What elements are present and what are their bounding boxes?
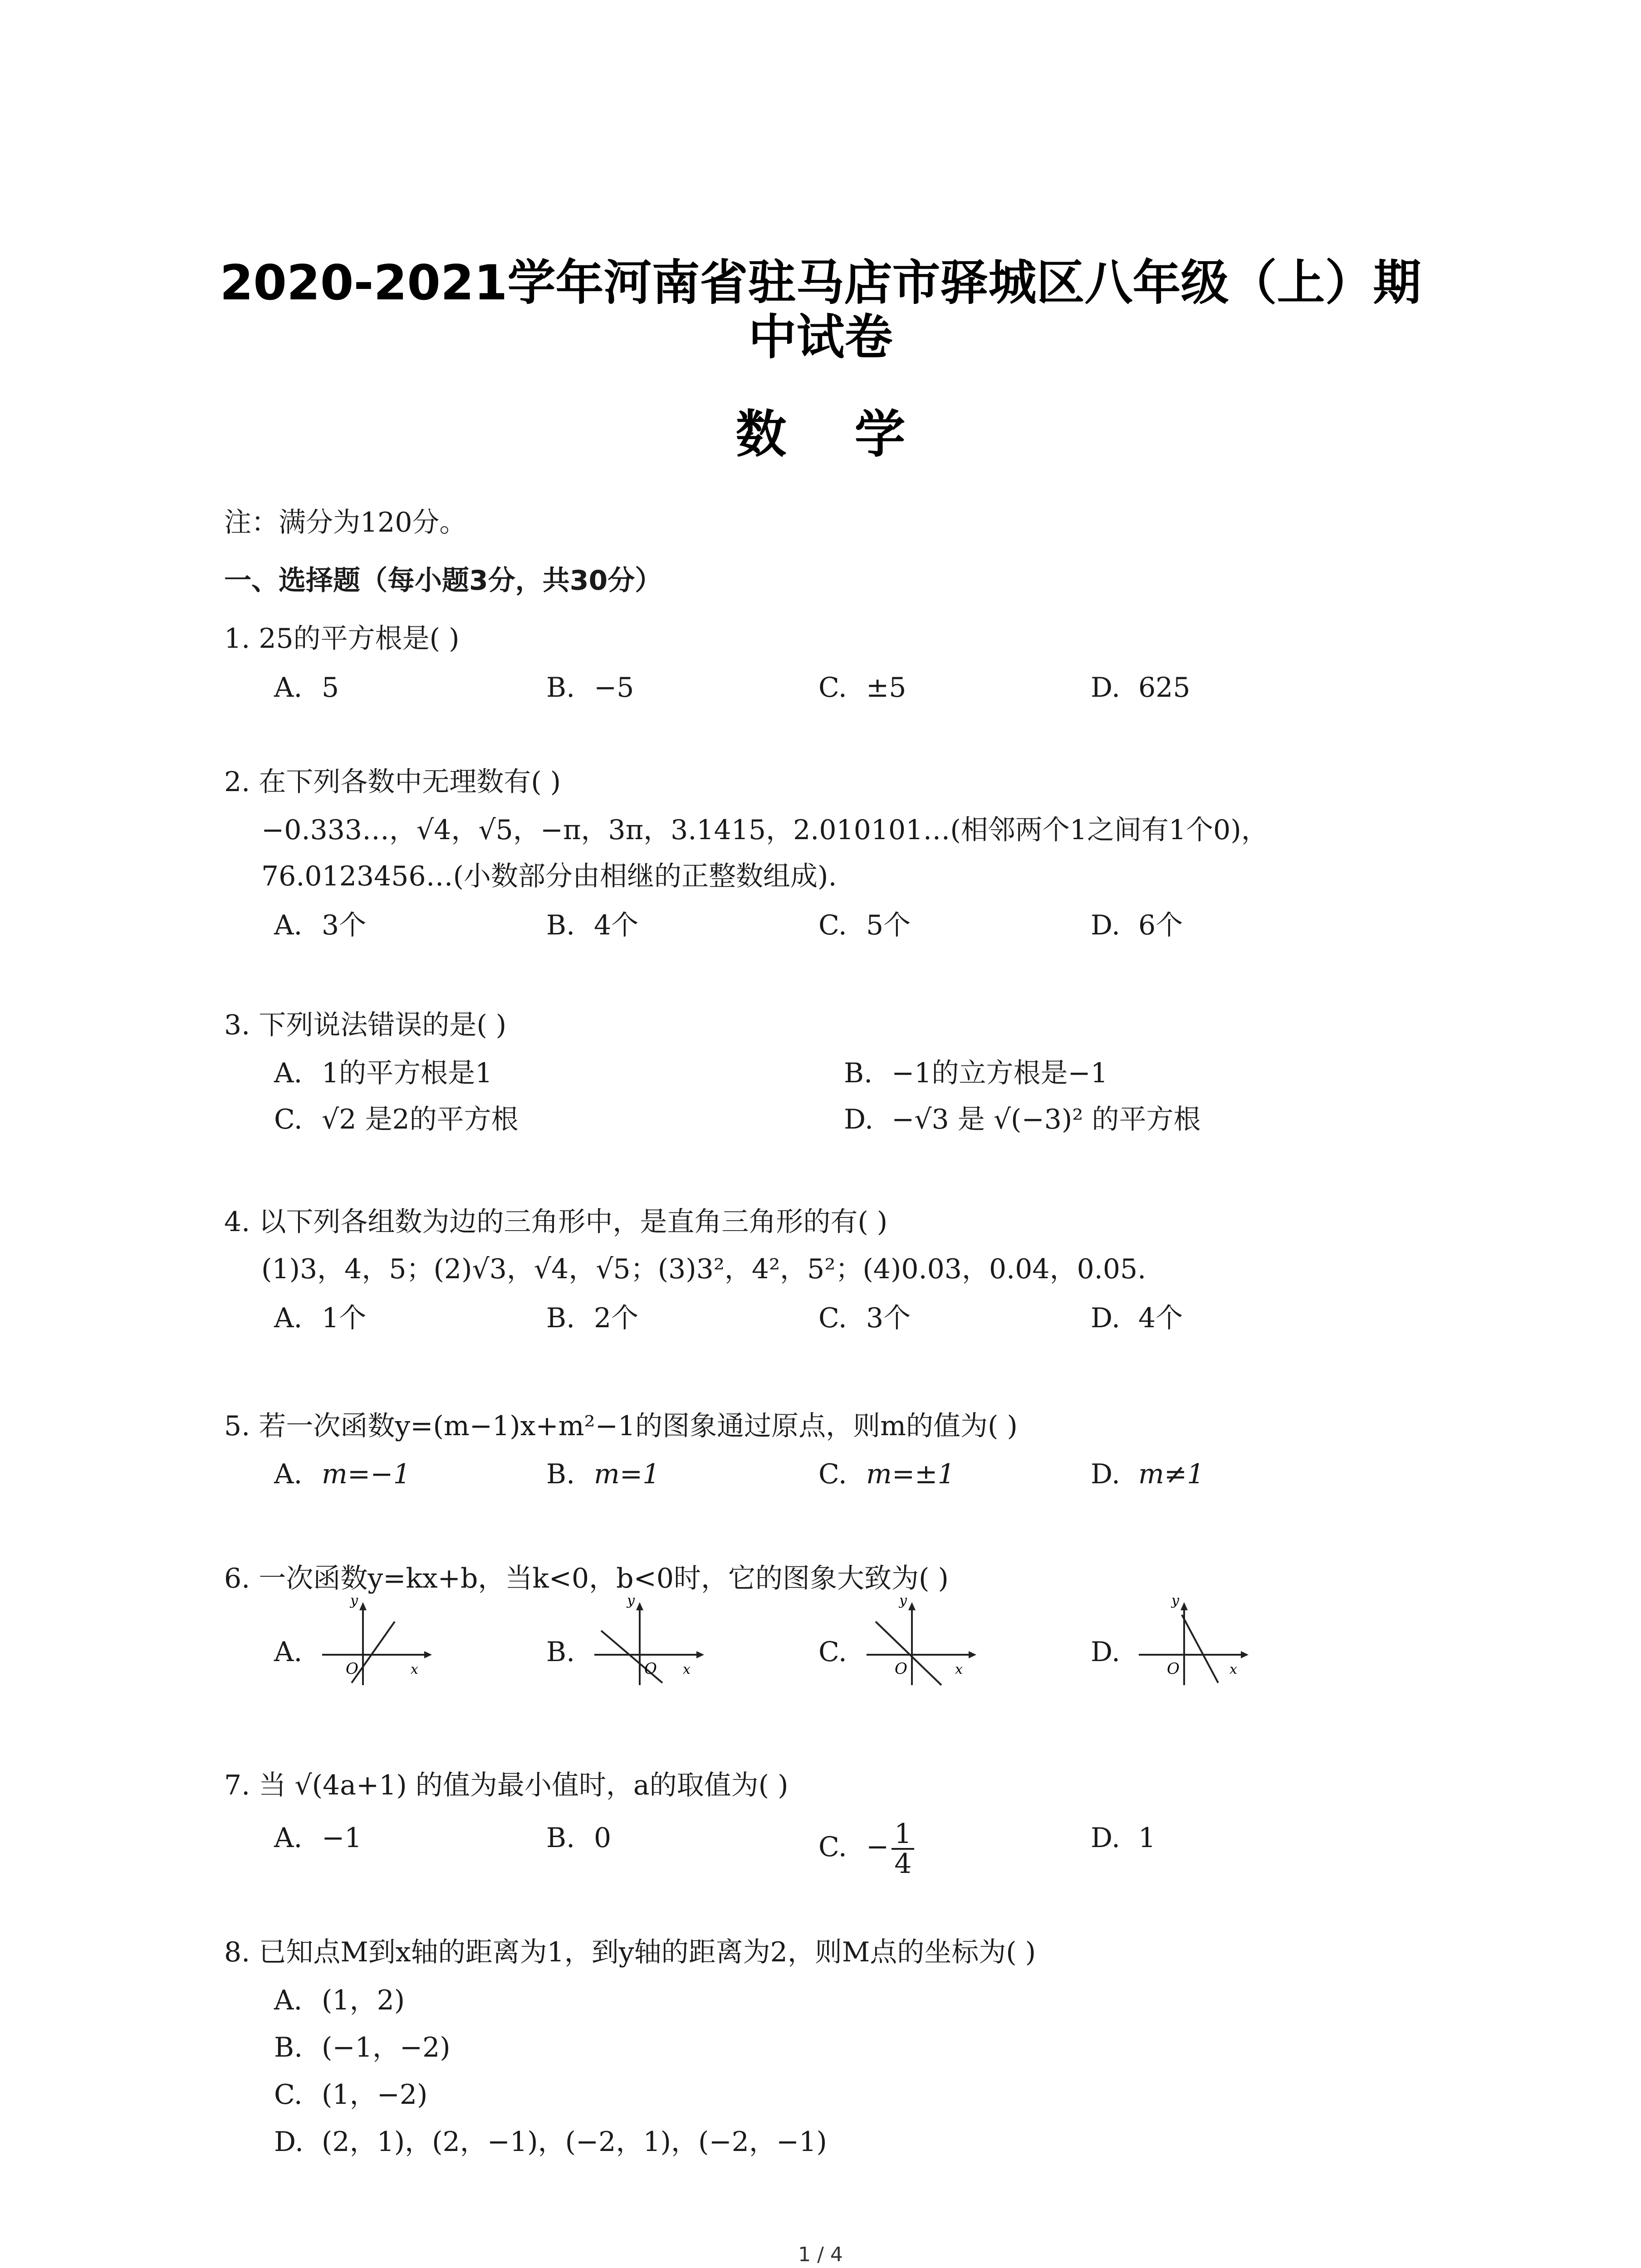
- exam-title-line-1: 2020-2021学年河南省驻马店市驿城区八年级（上）期: [220, 255, 1421, 311]
- question-2-option-b[interactable]: B. 4个: [546, 909, 639, 941]
- question-6-option-c[interactable]: C.: [818, 1636, 847, 1668]
- question-1-option-c[interactable]: C. ±5: [818, 672, 906, 704]
- question-7-option-d[interactable]: D. 1: [1091, 1822, 1156, 1854]
- graph-a-x-axis-label: x: [411, 1662, 418, 1677]
- question-6-graph-a[interactable]: [318, 1597, 436, 1687]
- question-2-stem: 2. 在下列各数中无理数有( ): [224, 766, 561, 798]
- question-8-option-d[interactable]: D. (2，1)，(2，−1)，(−2，1)，(−2，−1): [274, 2126, 827, 2158]
- question-1-option-b[interactable]: B. −5: [546, 672, 634, 704]
- graph-b-x-axis-label: x: [683, 1662, 691, 1677]
- subject-heading: 数学: [735, 405, 974, 464]
- question-5-option-c[interactable]: C. m=±1: [818, 1458, 955, 1490]
- graph-c-y-axis-label: y: [899, 1597, 907, 1608]
- fraction-denominator: 4: [894, 1848, 912, 1880]
- graph-b-y-axis-label: y: [627, 1597, 635, 1608]
- question-4-option-a[interactable]: A. 1个: [274, 1302, 367, 1334]
- exam-title-line-2: 中试卷: [748, 309, 893, 365]
- question-6-stem: 6. 一次函数y=kx+b，当k<0，b<0时，它的图象大致为( ): [224, 1563, 949, 1594]
- question-2-number-list-line-1: −0.333…，√4，√5，−π，3π，3.1415，2.010101…(相邻两个1之间有1个0)，: [261, 814, 1269, 846]
- question-7-option-c-fraction: [892, 1820, 914, 1878]
- question-6-graph-d[interactable]: [1134, 1597, 1252, 1687]
- question-3-option-d[interactable]: D. −√3 是 √(−3)² 的平方根: [844, 1104, 1201, 1135]
- question-2-option-c[interactable]: C. 5个: [818, 909, 911, 941]
- question-8-option-b[interactable]: B. (−1，−2): [274, 2032, 451, 2063]
- question-7-stem: 7. 当 √(4a+1) 的值为最小值时，a的取值为( ): [224, 1769, 789, 1801]
- question-6-graph-b[interactable]: [590, 1597, 708, 1687]
- question-4-option-c[interactable]: C. 3个: [818, 1302, 911, 1334]
- graph-a-y-axis-label: y: [350, 1597, 358, 1608]
- question-3-option-a[interactable]: A. 1的平方根是1: [274, 1057, 493, 1089]
- question-3-option-c[interactable]: C. √2 是2的平方根: [274, 1104, 519, 1135]
- question-7-option-b[interactable]: B. 0: [546, 1822, 612, 1854]
- question-2-number-list-line-2: 76.0123456…(小数部分由相继的正整数组成).: [261, 860, 837, 892]
- graph-b-origin-label: O: [644, 1660, 657, 1678]
- page-number: 1 / 4: [798, 2243, 843, 2266]
- question-6-option-b[interactable]: B.: [546, 1636, 575, 1668]
- question-4-side-groups: (1)3，4，5；(2)√3，√4，√5；(3)3²，4²，5²；(4)0.03，0.04，0.05.: [261, 1253, 1146, 1285]
- question-1-option-d[interactable]: D. 625: [1091, 672, 1190, 704]
- question-5-option-a[interactable]: A. m=−1: [274, 1458, 411, 1490]
- question-8-option-a[interactable]: A. (1，2): [274, 1984, 405, 2016]
- question-5-stem: 5. 若一次函数y=(m−1)x+m²−1的图象通过原点，则m的值为( ): [224, 1410, 1018, 1442]
- graph-c-origin-label: O: [895, 1660, 907, 1678]
- question-2-option-a[interactable]: A. 3个: [274, 909, 367, 941]
- question-7-option-a[interactable]: A. −1: [274, 1822, 362, 1854]
- question-8-stem: 8. 已知点M到x轴的距离为1，到y轴的距离为2，则M点的坐标为( ): [224, 1936, 1036, 1968]
- graph-a-origin-label: O: [346, 1660, 358, 1678]
- question-8-option-c[interactable]: C. (1，−2): [274, 2079, 428, 2111]
- section-heading-multiple-choice: 一、选择题（每小题3分，共30分）: [224, 565, 662, 596]
- question-6-option-a[interactable]: A.: [274, 1636, 303, 1668]
- graph-d-x-axis-label: x: [1230, 1662, 1237, 1677]
- graph-c-x-axis-label: x: [955, 1662, 963, 1677]
- question-3-stem: 3. 下列说法错误的是( ): [224, 1009, 507, 1041]
- question-6-graph-c[interactable]: [862, 1597, 980, 1687]
- question-4-stem: 4. 以下列各组数为边的三角形中，是直角三角形的有( ): [224, 1206, 888, 1238]
- question-1-option-a[interactable]: A. 5: [274, 672, 339, 704]
- question-4-option-d[interactable]: D. 4个: [1091, 1302, 1183, 1334]
- graph-d-y-axis-label: y: [1171, 1597, 1179, 1608]
- question-4-option-b[interactable]: B. 2个: [546, 1302, 639, 1334]
- fraction-numerator: 1: [892, 1820, 914, 1850]
- question-1-stem: 1. 25的平方根是( ): [224, 623, 460, 655]
- question-5-option-b[interactable]: B. m=1: [546, 1458, 660, 1490]
- question-2-option-d[interactable]: D. 6个: [1091, 909, 1183, 941]
- graph-d-origin-label: O: [1167, 1660, 1180, 1678]
- question-6-option-d[interactable]: D.: [1091, 1636, 1121, 1668]
- question-3-option-b[interactable]: B. −1的立方根是−1: [844, 1057, 1108, 1089]
- question-5-option-d[interactable]: D. m≠1: [1091, 1458, 1205, 1490]
- question-7-option-c[interactable]: C. − $\frac{1}{4}$: [818, 1820, 914, 1878]
- score-note: 注：满分为120分。: [224, 507, 467, 538]
